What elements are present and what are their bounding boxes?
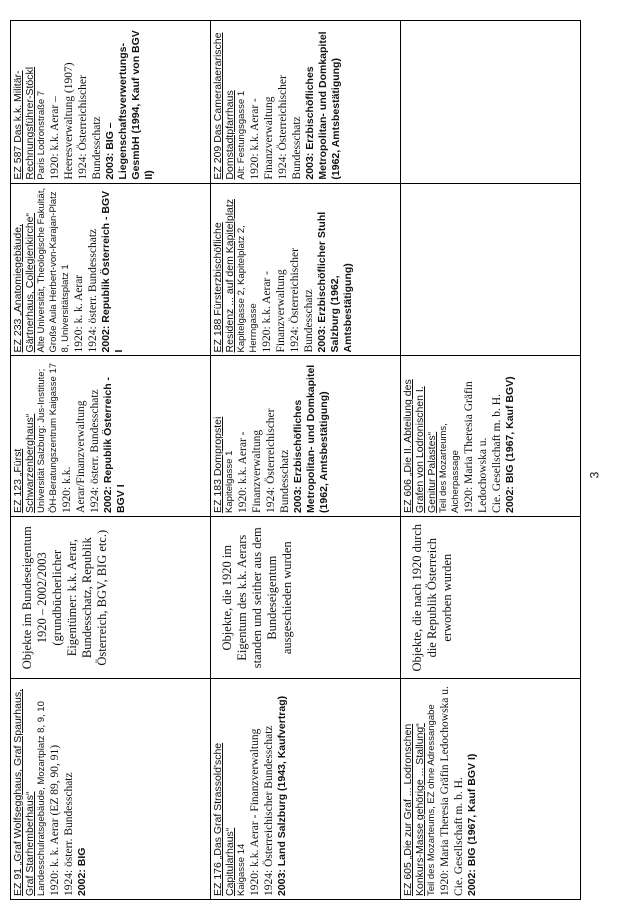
table-cell xyxy=(11,356,211,516)
cell-status: 2002: BIG xyxy=(76,847,88,896)
table-cell xyxy=(11,679,211,900)
cell-status: 2002: Republik Österreich - BGV I xyxy=(102,376,127,513)
cell-line: 1920: k. k. Aerar (EZ 89, 90, 91) xyxy=(49,744,61,896)
table-row xyxy=(211,21,401,900)
cell-address: Alt: Festungsgasse 1 xyxy=(236,90,247,180)
table-cell xyxy=(11,183,211,356)
cell-heading: EZ 91 „Graf Wolfsegghaus, Graf Spaurhaus, Graf Starhemberhaus“ xyxy=(12,689,36,896)
cell-heading: EZ 188 Fürsterzbischöfliche Residenz ... auf dem Kapitelplatz xyxy=(212,198,236,353)
cell-heading: EZ 605 „Die zur Graf ... Lodronschen Konkurs-Masse gehörige ... Stallung“ xyxy=(402,723,426,896)
cell-line: 1920: k.k. Aerar - Finanzverwaltung xyxy=(249,728,261,896)
table-cell xyxy=(211,356,401,516)
cell-heading: EZ 176 „Das Graf Strassold'sche Capitularhaus“ xyxy=(212,742,236,896)
page-number: 3 xyxy=(587,471,602,479)
cell-address: Kapitelgasse 1 xyxy=(224,450,235,513)
cell-line: 1920: k. k. Aerar xyxy=(73,274,85,353)
cell-heading: EZ 233 „Anatomiegebäude, Gärtnerhaus, Collegienkirche“ xyxy=(12,212,36,353)
cell-line: 1920: k.k. Aerar - Finanzverwaltung xyxy=(249,96,275,180)
cell-heading: EZ 587 Das k.k. Militär-Rechnungsführer-Stöckl xyxy=(12,66,36,180)
cell-status: 2002: BIG (1967, Kauf BGV I) xyxy=(466,753,478,896)
cell-status: 2003: Erzbischöfliches Metropolitan- und Domkapitel (1962, Amtsbestätigung) xyxy=(304,31,342,180)
table-cell xyxy=(401,183,581,356)
property-table xyxy=(10,20,581,900)
cell-status: 2002: Republik Österreich - BGV I xyxy=(100,190,125,353)
cell-line: Cie. Gesellschaft m. b. H. xyxy=(453,777,465,896)
table-cell xyxy=(401,679,581,900)
cell-line: Cie. Gesellschaft m. b. H. xyxy=(491,394,503,513)
cell-line: 1924: österr. Bundesschatz xyxy=(89,389,101,513)
table-cell xyxy=(401,21,581,184)
cell-line: 1924: Österreichischer Bundesschatz xyxy=(289,248,315,353)
section-caption: Objekte, die 1920 im Eigentum des k.k. Aerars standen und seither aus dem Bundeseigentum ausgeschieden wurden xyxy=(220,527,294,669)
cell-line: 1924: Österreichischer Bundesschatz xyxy=(77,75,103,180)
table-cell xyxy=(211,21,401,184)
cell-line: 1924: Österreichischer Bundesschatz xyxy=(265,408,291,513)
table-row xyxy=(11,21,211,900)
table-cell xyxy=(11,516,211,679)
cell-address: Universität Salzburg: Jus-Institute; ÖH-Beratungszentrum Kaigasse 17 xyxy=(36,362,59,513)
section-caption: Objekte, die nach 1920 durch die Republik Österreich erworben wurden xyxy=(410,523,454,672)
cell-status: 2003: Erzbischöfliches Metropolitan- und Domkapitel (1962, Amtsbestätigung) xyxy=(292,364,330,513)
table-cell xyxy=(211,679,401,900)
table-cell xyxy=(211,183,401,356)
cell-heading: EZ 183 Dompropstei xyxy=(212,416,224,513)
rotated-content xyxy=(10,20,580,900)
cell-heading: EZ 123 „Fürst Schwarzenberghaus“ xyxy=(12,413,36,513)
cell-address: Paris Lodronstraße 7 xyxy=(36,90,47,180)
cell-line: 1924: österr. Bundesschatz xyxy=(63,772,75,896)
cell-line: 1920: k.k. Aerar/Finanzverwaltung xyxy=(61,400,87,513)
cell-status: 2002: BIG (1967, Kauf BGV) xyxy=(504,376,516,513)
cell-line: 1920: k.k. Aerar - Finanzverwaltung xyxy=(261,269,287,353)
cell-line: 1924: Österreichischer Bundesschatz xyxy=(263,725,275,896)
cell-address: Teil des Mozarteums, EZ ohne Adressangabe xyxy=(426,704,437,896)
cell-line: 1920: k.k. Aerar – Heeresverwaltung (1907) xyxy=(49,62,75,180)
cell-address: Alte Universität, Theologische Fakultät, Große Aula Herbert-von-Karajan-Platz 8, Universitätsplatz 1 xyxy=(36,187,71,353)
cell-address: Kaigasse 14 xyxy=(236,843,247,896)
cell-line: 1920: Maria Theresia Gräfin Ledochowska u. xyxy=(439,686,451,896)
cell-line: 1924: Österreichischer Bundesschatz xyxy=(277,75,303,180)
table-cell xyxy=(211,516,401,679)
table-row xyxy=(401,21,581,900)
table-cell xyxy=(401,516,581,679)
cell-status: 2003: Erzbischöflicher Stuhl Salzburg (1962, Amtsbestätigung) xyxy=(316,211,354,353)
cell-address: Landesschulratsgebäude, Mozartplatz 8, 9, 10 xyxy=(36,701,47,896)
cell-address: Kapitelgasse 2, Kapitelplatz 2, Herrngasse xyxy=(236,225,259,353)
section-caption: Objekte im Bundeseigentum 1920 – 2002/2003 (grundbücherlicher Eigentümer: k.k. Aerar, Bundesschatz, Republik Österreich, BGV, BIG etc.) xyxy=(20,526,109,670)
cell-heading: EZ 606 „Die II. Abteilung des Grafen von Lodronischen I. Genitur Palastes“ xyxy=(402,379,438,513)
cell-line: 1920: k.k. Aerar - Finanzverwaltung xyxy=(237,429,263,513)
cell-line: 1920: Maria Theresia Gräfin Ledochowska u. xyxy=(463,381,489,513)
cell-status: 2003: BIG – Liegenschaftsverwertungs-GesmbH (1994, Kauf von BGV II) xyxy=(104,30,155,180)
table-cell xyxy=(401,356,581,516)
cell-status: 2003: Land Salzburg (1943, Kaufvertrag) xyxy=(276,695,288,896)
cell-address: Teil des Mozarteums, Aicherpassage xyxy=(438,423,461,513)
cell-heading: EZ 209 Das Cameralaerarische Domstadtpfarrhaus xyxy=(212,32,236,180)
table-cell xyxy=(11,21,211,184)
cell-line: 1924: österr. Bundesschatz xyxy=(87,228,99,353)
